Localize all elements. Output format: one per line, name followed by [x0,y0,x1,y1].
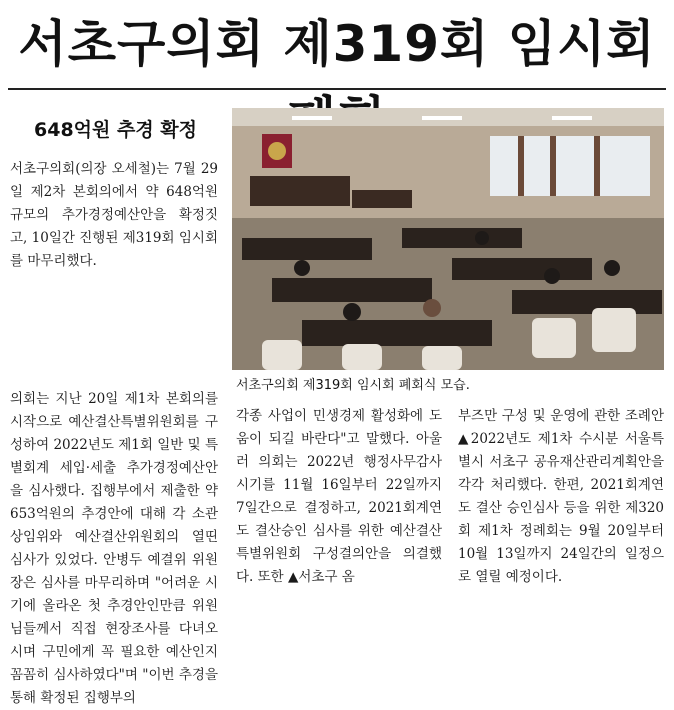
person [604,260,620,276]
person [294,260,310,276]
desk-row [512,290,662,314]
window [490,136,650,196]
window-frame [518,136,524,196]
ceiling-light [422,116,462,120]
desk-row [452,258,592,280]
article-col3: 부즈만 구성 및 운영에 관한 조례안 ▲2022년도 제1차 수시분 서울특별시 서초구 공유재산관리계획안을 각각 처리했다. 한편, 2021회계연도 결산 승인심사 등을 위한 제320회 제1차 정례회는 9월 20일부터 10월 13일까지 24일간의 일정으로 열릴 예정이다. [458,408,664,585]
chair [262,340,302,370]
desk-row [302,320,492,346]
podium-side [352,190,412,208]
chair [342,344,382,370]
person [475,231,489,245]
photo-caption: 서초구의회 제319회 임시회 폐회식 모습. [236,378,470,393]
desk-row [402,228,522,248]
council-photo [232,108,664,370]
ceiling-light [292,116,332,120]
article-col1-top: 서초구의회(의장 오세철)는 7월 29일 제2차 본회의에서 약 648억원 규모의 추가경정예산안을 확정짓고, 10일간 진행된 제319회 임시회를 마무리했다. [10,161,218,269]
podium [250,176,350,206]
chair [422,346,462,370]
chair [592,308,636,352]
article-col2: 각종 사업이 민생경제 활성화에 도움이 되길 바란다"고 말했다. 아울러 의회는 2022년 행정사무감사 시기를 11월 16일부터 22일까지 7일간으로 결정하고, 2021회계연도 결산승인 심사를 위한 예산결산특별위원회 구성결의안을 의결했다. 또한 ▲서초구 옴 [236,408,442,585]
desk-row [272,278,432,302]
headline-rule [8,88,666,90]
emblem-circle [268,142,286,160]
window-frame [550,136,556,196]
person [544,268,560,284]
ceiling-light [552,116,592,120]
chair [532,318,576,358]
window-frame [594,136,600,196]
council-chamber-illustration [232,108,664,370]
person [423,299,441,317]
subheadline: 648억원 추경 확정 [34,119,198,141]
desk-row [242,238,372,260]
headline: 서초구의회 제319회 임시회 [18,15,656,73]
article-col1-bottom: 의회는 지난 20일 제1차 본회의를 시작으로 예산결산특별위원회를 구성하여 2022년도 제1회 일반 및 특별회계 세입·세출 추가경정예산안을 심사했다. 집행부에서 제출한 약 653억원의 추경안에 대해 각 소관 상임위와 예산결산위원회의 열띤 심사가 있었다. 안병두 예결위 위원장은 심사를 마무리하며 "어려운 시기에 올라온 첫 추경안인만큼 위원님들께서 직접 현장조사를 다녀오시며 구민에게 꼭 필요한 예산인지 꼼꼼히 심사하였다"며 "이번 추경을 통해 확정된 집행부의 [10,391,218,706]
person [343,303,361,321]
